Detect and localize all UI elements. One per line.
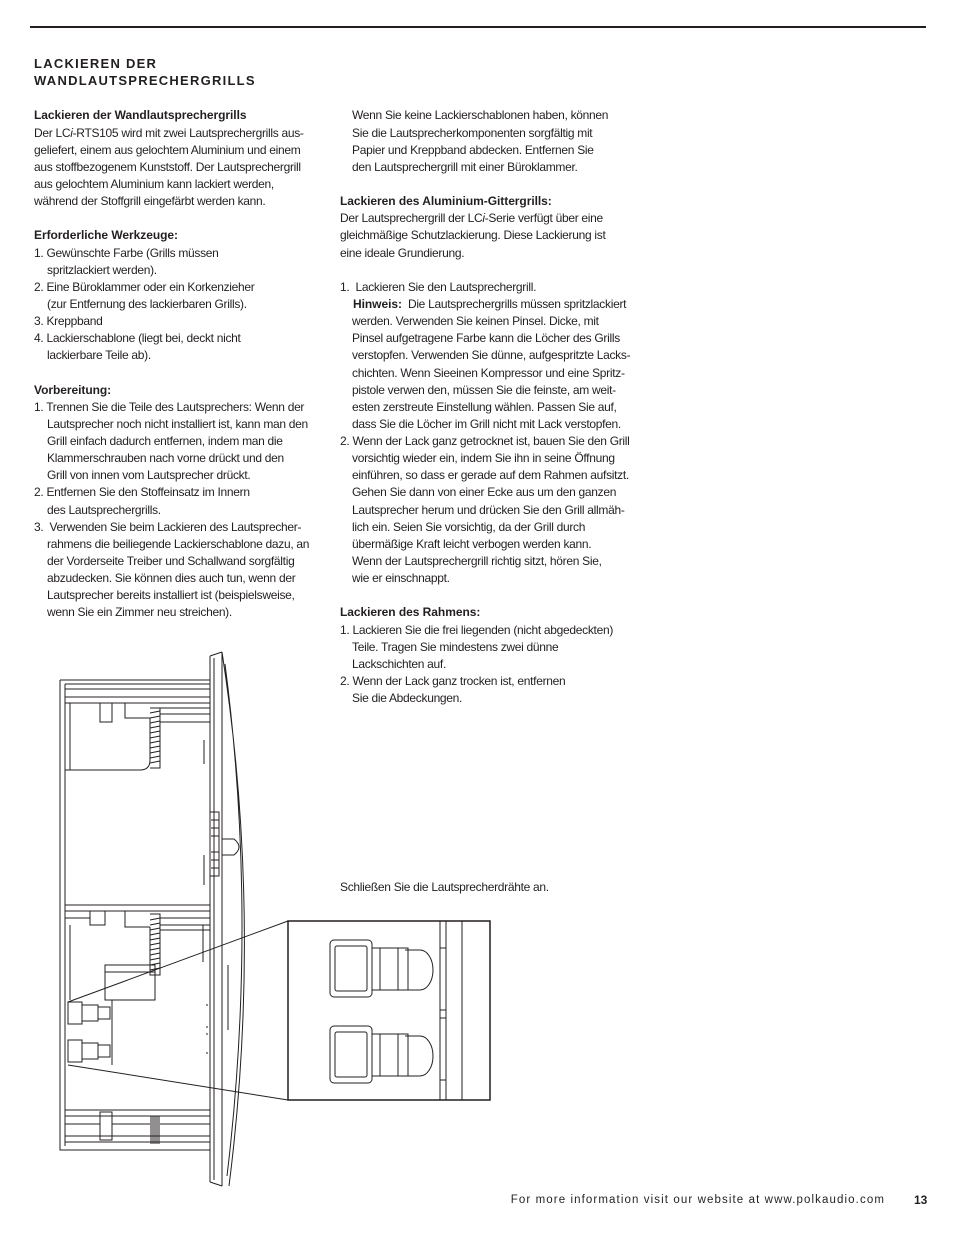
list-item-line: spritzlackiert werden).: [47, 262, 157, 277]
list-item-line: Lautsprecher herum und drücken Sie den Grill allmäh-: [352, 502, 625, 517]
list-item-line: Lautsprecher bereits installiert ist (beispielsweise,: [47, 588, 295, 603]
list-item-line: Wenn der Lautsprechergrill richtig sitzt, hören Sie,: [352, 554, 602, 569]
paragraph-spacer: [340, 262, 630, 279]
grill-profile: [222, 652, 244, 1186]
note-line: [340, 296, 630, 313]
list-item-line: abzudecken. Sie können dies auch tun, wenn der: [47, 571, 296, 586]
aluminium-grill-heading: Lackieren des Aluminium-Gittergrills:: [340, 194, 552, 209]
list-item-line: Gehen Sie dann von einer Ecke aus um den ganzen: [352, 485, 617, 500]
text-segment-italic: i: [482, 211, 485, 226]
speaker-enclosure-frame: [60, 680, 210, 1150]
tweeter-driver: [70, 911, 160, 1000]
footer-website-text: For more information visit our website at www.polkaudio.com: [510, 1193, 885, 1206]
bottom-frame-rail: [65, 1110, 210, 1142]
text-segment: Der Lautsprechergrill der LC: [340, 211, 483, 226]
middle-frame-rail: [65, 905, 210, 930]
paragraph-spacer: [34, 365, 309, 382]
preparation-heading: Vorbereitung:: [34, 382, 112, 397]
note-line: dass Sie die Löcher im Grill nicht mit Lack verstopfen.: [352, 416, 621, 431]
list-item-line: 2. Entfernen Sie den Stoffeinsatz im Innern: [34, 485, 250, 500]
paragraph-line: gleichmäßige Schutzlackierung. Diese Lackierung ist: [340, 228, 606, 243]
list-item-line: einführen, so dass er gerade auf dem Rahmen aufsitzt.: [352, 468, 629, 483]
note-line: chichten. Wenn Sieeinen Kompressor und eine Spritz-: [352, 365, 625, 380]
right-column: [340, 107, 630, 707]
speaker-installation-diagram: [50, 645, 500, 1195]
list-item-line: 2. Wenn der Lack ganz trocken ist, entfernen: [340, 674, 566, 689]
list-item-line: 2. Eine Büroklammer oder ein Korkenzieher: [34, 279, 255, 294]
tools-heading: Erforderliche Werkzeuge:: [34, 228, 178, 243]
note-label: Hinweis:: [353, 296, 402, 311]
list-item-line: 1. Trennen Sie die Teile des Lautsprechers: Wenn der: [34, 399, 305, 414]
frame-detail-marks: [203, 740, 228, 1030]
list-item-line: wenn Sie ein Zimmer neu streichen).: [47, 605, 232, 620]
text-segment-italic: i: [70, 125, 73, 140]
note-text: Die Lautsprechergrills müssen spritzlackiert: [407, 296, 627, 311]
note-line: esten zerstreute Einstellung wählen. Passen Sie auf,: [352, 399, 617, 414]
wiring-caption: Schließen Sie die Lautsprecherdrähte an.: [340, 879, 549, 894]
mounting-flange: [210, 652, 222, 1186]
list-item-line: Teile. Tragen Sie mindestens zwei dünne: [352, 639, 559, 654]
page-title: [34, 55, 256, 89]
tweeter-surround-hatching: [150, 918, 160, 970]
page-title-line: LACKIEREN DER: [34, 55, 158, 71]
list-item-line: 1. Gewünschte Farbe (Grills müssen: [34, 245, 219, 260]
text-segment: -RTS105 wird mit zwei Lautsprechergrills aus-: [72, 125, 304, 140]
list-item-line: rahmens die beiliegende Lackierschablone dazu, an: [47, 536, 310, 551]
note-line: Pinsel aufgetragene Farbe kann die Löcher des Grills: [352, 331, 620, 346]
list-item-line: des Lautsprechergrills.: [47, 502, 161, 517]
paragraph-spacer: [340, 587, 630, 604]
paragraph-line: geliefert, einem aus gelochtem Aluminium und einem: [34, 142, 301, 157]
list-item-line: 3. Kreppband: [34, 314, 103, 329]
list-item-line: Lautsprecher noch nicht installiert ist, kann man den: [47, 416, 308, 431]
list-item-line: 1. Lackieren Sie den Lautsprechergrill.: [340, 279, 537, 294]
paragraph-line: [340, 210, 630, 227]
list-item-line: lich ein. Seien Sie vorsichtig, da der Grill durch: [352, 519, 586, 534]
paragraph-line: [34, 125, 309, 142]
list-item-line: der Vorderseite Treiber und Schallwand sorgfältig: [47, 554, 295, 569]
bottom-surround-hatching: [151, 1116, 159, 1144]
list-item-line: 2. Wenn der Lack ganz getrocknet ist, bauen Sie den Grill: [340, 434, 630, 449]
page-title-line: WANDLAUTSPRECHERGRILLS: [34, 72, 256, 88]
left-column: [34, 107, 309, 621]
paragraph-line: Papier und Kreppband abdecken. Entfernen Sie: [352, 142, 594, 157]
grills-heading: Lackieren der Wandlautsprechergrills: [34, 108, 247, 123]
paragraph-line: aus stoffbezogenem Kunststoff. Der Lautsprechergrill: [34, 159, 301, 174]
top-rule: [30, 26, 926, 28]
woofer-driver: [65, 703, 160, 770]
list-item-line: (zur Entfernung des lackierbaren Grills).: [47, 296, 247, 311]
list-item-line: vorsichtig wieder ein, indem Sie ihn in seine Öffnung: [352, 451, 615, 466]
list-item-line: 3. Verwenden Sie beim Lackieren des Lautsprecher-: [34, 519, 302, 534]
paragraph-line: eine ideale Grundierung.: [340, 245, 465, 260]
list-item-line: Grill einfach dadurch entfernen, indem man die: [47, 434, 283, 449]
list-item-line: lackierbare Teile ab).: [47, 348, 151, 363]
paragraph-spacer: [34, 210, 309, 227]
list-item-line: wie er einschnappt.: [352, 571, 450, 586]
list-item-line: 4. Lackierschablone (liegt bei, deckt nicht: [34, 331, 241, 346]
speaker-terminals: [68, 1000, 112, 1065]
list-item-line: 1. Lackieren Sie die frei liegenden (nicht abgedeckten): [340, 622, 614, 637]
magnifier-leader-lines: [68, 921, 288, 1100]
list-item-line: Klammerschrauben nach vorne drückt und den: [47, 451, 284, 466]
note-line: werden. Verwenden Sie keinen Pinsel. Dicke, mit: [352, 314, 599, 329]
list-item-line: Sie die Abdeckungen.: [352, 691, 463, 706]
paragraph-line: den Lautsprechergrill mit einer Büroklammer.: [352, 159, 578, 174]
list-item-line: Grill von innen vom Lautsprecher drückt.: [47, 468, 251, 483]
paragraph-spacer: [340, 176, 630, 193]
list-item-line: Lackschichten auf.: [352, 656, 446, 671]
paragraph-line: Wenn Sie keine Lackierschablonen haben, können: [352, 108, 609, 123]
note-line: verstopfen. Verwenden Sie dünne, aufgespritzte Lacks-: [352, 348, 631, 363]
note-line: pistole verwen den, müssen Sie die feinste, am weit-: [352, 382, 616, 397]
paragraph-line: aus gelochtem Aluminium kann lackiert werden,: [34, 176, 274, 191]
paragraph-line: Sie die Lautsprecherkomponenten sorgfältig mit: [352, 125, 593, 140]
page-number: 13: [914, 1192, 928, 1207]
list-item-line: übermäßige Kraft leicht verbogen werden kann.: [352, 536, 592, 551]
frame-heading: Lackieren des Rahmens:: [340, 605, 481, 620]
paragraph-line: während der Stoffgrill eingefärbt werden kann.: [34, 194, 266, 209]
text-segment: -Serie verfügt über eine: [484, 211, 603, 226]
text-segment: Der LC: [34, 125, 71, 140]
woofer-surround-hatching: [150, 711, 160, 763]
